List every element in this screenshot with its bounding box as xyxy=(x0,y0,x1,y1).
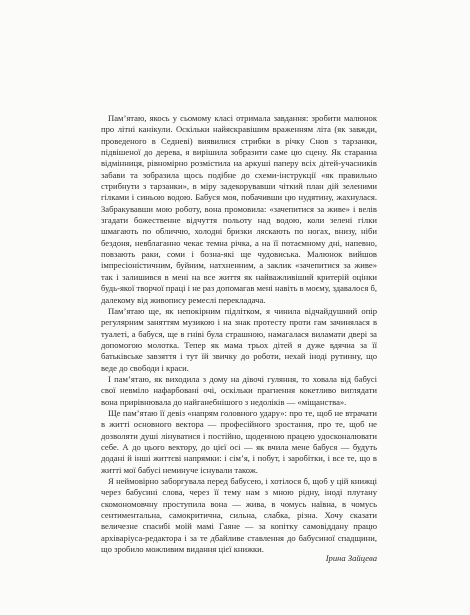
paragraph-5: Я неймовірно заборгувала перед бабусею, і хотілося б, щоб у цій книжці через бабусині слова, через її тему нам з мною рідну, іноді плутану скомономовчну проступила вона — жива, в чомусь наївна, в чомусь сентиментальна, самокритична, сильна, слабка, різна. Хочу сказати величезне спасибі моїй мамі Гаяне — за копітку самовіддану працю архіваріуса-редактора і за те дбайливе ставлення до бабусиної спадщини, що зробило можливим видання цієї книжки. xyxy=(101,476,377,555)
paragraph-3: І пам’ятаю, як виходила з дому на дівочі гуляння, то ховала від бабусі свої невміло нафарбовані очі, оскільки прагнення кокетливо виглядати вона прирівнювала до найганебнішого з недоліків — «міщанства». xyxy=(101,373,377,407)
paragraph-1: Пам’ятаю, якось у сьомому класі отримала завдання: зробити малюнок про літні канікули. Оскільки найяскравішим враженням літа (як завжди, проведеного в Седневі) виявилися стрибки в річку Снов з тарзанки, підвішеної до дерева, я вирішила зобразити саме цю сцену. Як старанна відмінниця, рівномірно розмістила на аркуші паперу всіх дітей-учасників забави та зобразила щось подібне до схеми-інструкції «як правильно стрибнути з тарзанки», в міру задекорувавши чіткий план дій зеленими гілками і синьою водою. Бабуся моя, побачивши цю нудятину, жахнулася. Забракувавши мою роботу, вона промовила: «зачепитися за живе» і велів згадати божественне відчуття польоту над водою, коли зелені гілки шмагають по обличчю, холодні бризки ляскають по ногах, внизу, ніби бездоня, невблаганно чекає темна річка, а на її потаємному дні, напевно, повзають раки, соми і бозна-які ще чудовиська. Малюнок вийшов імпресіоністичним, буйним, натхненним, а заклик «зачепитися за живе» так і залишився в мені на все життя як найважливіший критерій оцінки будь-якої творчої праці і не раз допомагав мені навіть в моєму, здавалося б, далекому від живопису ремеслі перекладача. xyxy=(101,113,377,305)
author-signature: Ірина Зайцева xyxy=(325,553,377,563)
paragraph-2: Пам’ятаю ще, як непокірним підлітком, я чинила відчайдушний опір регулярним заняттям музикою і на знак протесту проти гам зачинялася в туалеті, а бабуся, ще в гніві була страшною, намагалася виламати двері за допомогою молотка. Тепер як мама трьох дітей я дуже вдячна за її батьківське завзяття і тут їй звичку до роботи, нехай іноді рутинну, що веде до свободи і краси. xyxy=(101,305,377,373)
body-text xyxy=(101,113,377,555)
paragraph-4: Ще пам’ятаю її девіз «напрям головного удару»: про те, щоб не втрачати в житті основного вектора — професійного зростання, про те, щоб не дозволяти душі лінуватися і постійно, щоденною працею удосконалювати себе. А до цього вектору, до цієї осі — як вчила мене бабуся — будуть додані й інші життєві напрямки: і сім’я, і побут, і заробітки, і все те, що в житті мої бабусі неминуче існували також. xyxy=(101,407,377,475)
